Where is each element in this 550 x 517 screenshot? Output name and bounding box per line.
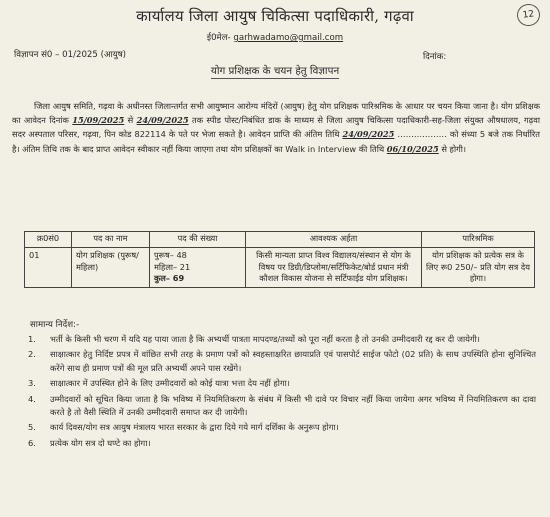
general-instructions-title: सामान्य निर्देश:-	[30, 320, 80, 330]
list-item: 4. उम्मीदवारों को सूचित किया जाता है कि भविष्य में नियमितिकरण के संबंध में किसी भी दावे पर विचार नहीं किया जायेगा अगर भविष्य में नियमितिकरण का दावा करते है तो वैसी स्थिति में उनकी उम्मीदवारी समाप्त कर दी जायेगी।	[28, 393, 536, 418]
table-header-row	[25, 232, 535, 248]
header-post-name: पद का नाम	[72, 232, 150, 248]
header-qualification: आवश्यक अर्हता	[246, 232, 422, 248]
list-item: 3. साक्षात्कार में उपस्थित होने के लिए उम्मीदवारों को कोई यात्रा भत्ता देय नहीं होगा।	[28, 378, 290, 389]
body-part-4: को संध्या 5 बजे तक निर्धारित है। अंतिम तिथि तक के बाद प्राप्त आवेदन स्वीकार नहीं किया जाएगा तथा योग प्रशिक्षकों का Walk in Interview की तिथि	[12, 129, 541, 154]
subject-heading	[0, 64, 550, 78]
body-part-2: से	[127, 115, 134, 126]
last-date: 24/09/2025	[342, 129, 395, 140]
list-item: 1. भर्ती के किसी भी चरण में यदि यह पाया जाता है कि अभ्यर्थी पात्रता मापदण्ड/तथ्यों को पूरा नहीं करता है तो उनकी उम्मीदवारी रद्द कर दी जायेगी।	[28, 334, 480, 344]
header-sno: क्र0सं0	[25, 232, 72, 248]
table-row	[25, 248, 535, 288]
cell-post-name: योग प्रशिक्षक (पुरूष/महिला)	[72, 248, 150, 288]
cell-remuneration: योग प्रशिक्षक को प्रत्येक सत्र के लिए रू0 250/– प्रति योग सत्र देय होगा।	[422, 248, 535, 288]
body-part-5: से होगी।	[441, 143, 466, 154]
count-total: कुल– 69	[154, 273, 185, 283]
email-label: ई0मेल-	[206, 33, 231, 43]
list-item: 6. प्रत्येक योग सत्र दो घण्टे का होगा।	[28, 437, 151, 448]
body-part-3: तक स्पीड पोस्ट/निबंधित डाक के माध्यम से जिला आयुष चिकित्सा पदाधिकारी-सह-जिला संयुक्त औषधालय, गढ़वा सदर अस्पताल परिसर, गढ़वा, पिन कोड 822114 के पते पर भेजा सकते है। आवेदन प्राप्ति की अंतिम तिथि	[12, 115, 541, 140]
end-date: 24/09/2025	[136, 115, 189, 126]
count-male: पुरूष– 48	[154, 250, 187, 260]
list-item: 2. साक्षात्कार हेतु निर्दिष्ट प्रपत्र में वांछित सभी तरह के प्रमाण पत्रों को स्वहस्ताक्षरित छायाप्रति एवं पासपोर्ट साईज फोटो (02 प्रति) के साथ उपस्थिति होना सुनिश्चित करेंगे साथ ही प्रमाण पत्रों की मूल प्रति अभ्यर्थी अपने पास रखेंगे।	[28, 349, 536, 373]
count-female: महिला– 21	[154, 261, 191, 272]
cell-qualification: किसी मान्यता प्राप्त विश्व विद्यालय/संस्थान से योग के विषय पर डिग्री/डिप्लोमा/सर्टिफिकेट/बोर्ड प्रधान मंत्री कौशल विकास योजना से सर्टिफाईड योग प्रशिक्षक।	[246, 248, 422, 288]
page-number: 12	[516, 3, 542, 28]
date-label: दिनांक:	[423, 52, 447, 62]
body-paragraph	[12, 99, 540, 156]
start-date: 15/09/2025	[72, 115, 125, 126]
body-part-1: जिला आयुष समिति, गढ़वा के अधीनस्त जिलान्तर्गत सभी आयुष्मान आरोग्य मंदिरों (आयुष) हेतु योग प्रशिक्षक पारिश्रमिक के आधार पर चयन किया जाना है। योग प्रशिक्षक का आवेदन दिनांक	[12, 101, 540, 126]
cell-post-count	[150, 248, 246, 288]
email-address: garhwadamo@gmail.com	[233, 33, 344, 43]
list-item: 5. कार्य दिवस/योग सत्र आयुष मंत्रालय भारत सरकार के द्वारा दिये गये मार्ग दर्शिका के अनुरूप होगा।	[28, 422, 339, 433]
subject-text: योग प्रशिक्षक के चयन हेतु विज्ञापन	[210, 65, 340, 77]
header-post-count: पद की संख्या	[150, 232, 246, 248]
header-remuneration: पारिश्रमिक	[422, 232, 535, 248]
cell-sno: 01	[25, 248, 72, 288]
vacancy-table	[24, 231, 535, 288]
office-title: कार्यालय जिला आयुष चिकित्सा पदाधिकारी, गढ़वा	[136, 7, 414, 25]
general-instructions-list	[28, 333, 536, 452]
blank-line: ………………	[397, 129, 447, 140]
reference-number: विज्ञापन सं0 – 01/2025 (आयुष)	[14, 50, 127, 60]
email-line	[0, 31, 550, 43]
interview-date: 06/10/2025	[386, 143, 439, 154]
